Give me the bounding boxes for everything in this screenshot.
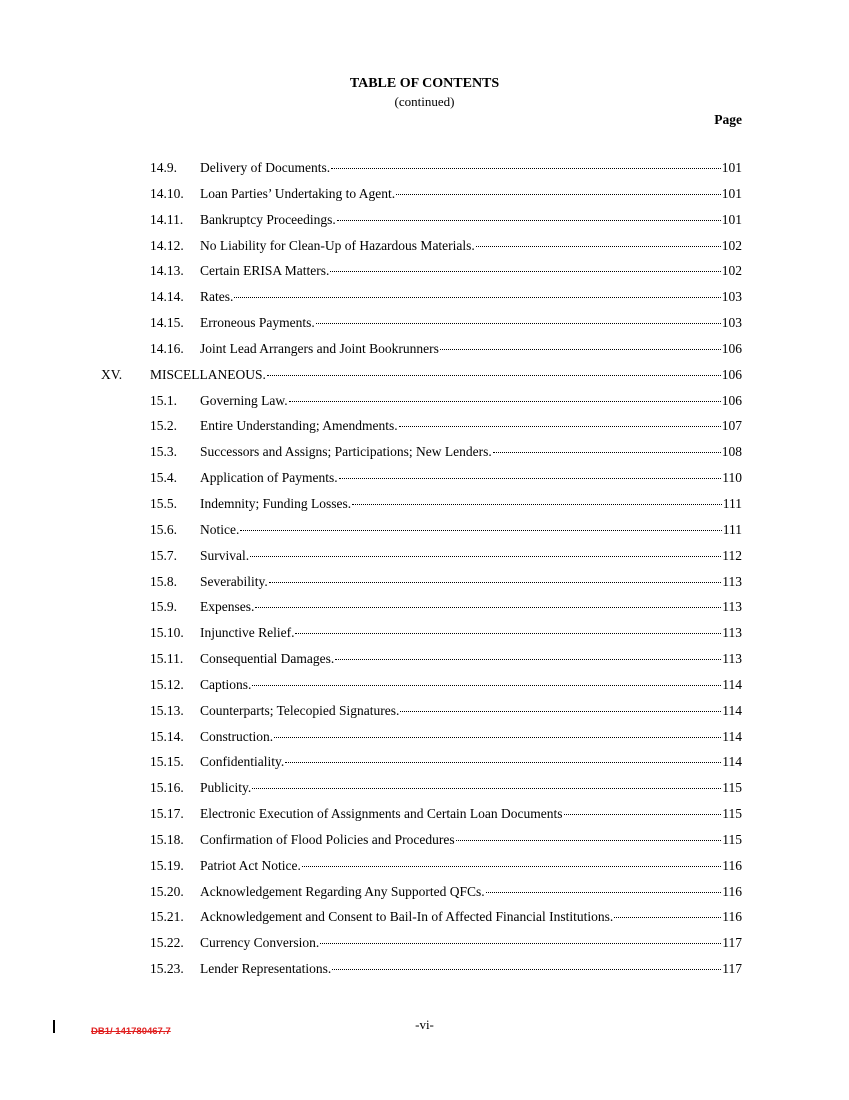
dot-leader: [250, 556, 721, 557]
toc-entry-line: [200, 212, 742, 228]
toc-entry-title: Rates.: [200, 289, 234, 305]
toc-entry-number: 15.9.: [150, 599, 177, 615]
toc-entry-title: Severability.: [200, 573, 268, 589]
dot-leader: [332, 969, 721, 970]
toc-entry-line: [200, 186, 742, 202]
toc-entry-page: 114: [722, 728, 742, 744]
dot-leader: [289, 401, 721, 402]
toc-entry-page: 114: [722, 754, 742, 770]
toc-entry-line: [200, 935, 742, 951]
toc-entry-title: Governing Law.: [200, 392, 288, 408]
toc-entry: [0, 491, 849, 517]
toc-entry-line: [200, 961, 742, 977]
toc-entry-line: [200, 677, 742, 693]
toc-entry-number: 15.22.: [150, 935, 184, 951]
page-column-header: Page: [714, 112, 742, 127]
toc-entry-line: [200, 780, 742, 796]
toc-entry: [0, 569, 849, 595]
toc-entry-number: 14.16.: [150, 340, 184, 356]
toc-entry-page: 108: [721, 444, 742, 460]
toc-entry: [0, 336, 849, 362]
toc-entry-number: 15.3.: [150, 444, 177, 460]
toc-entry: [0, 801, 849, 827]
toc-entry-number: 15.14.: [150, 728, 184, 744]
toc-entry-number: 15.20.: [150, 883, 184, 899]
toc-entry-number: 15.2.: [150, 418, 177, 434]
dot-leader: [564, 814, 722, 815]
toc-entry-title: Entire Understanding; Amendments.: [200, 418, 398, 434]
toc-entry-title: Currency Conversion.: [200, 935, 320, 951]
toc-entry: [0, 879, 849, 905]
toc-entry-page: 116: [722, 909, 742, 925]
dot-leader: [274, 737, 721, 738]
toc-entry-number: 15.16.: [150, 780, 184, 796]
toc-entry-number: 14.11.: [150, 211, 184, 227]
toc-entry-title: Construction.: [200, 728, 274, 744]
toc-entry-number: 15.23.: [150, 961, 184, 977]
dot-leader: [399, 426, 721, 427]
toc-entry-number: 15.11.: [150, 651, 184, 667]
dot-leader: [331, 168, 721, 169]
toc-entry-title: Joint Lead Arrangers and Joint Bookrunners: [200, 340, 439, 356]
toc-entry: [0, 904, 849, 930]
toc-entry-number: 14.10.: [150, 185, 184, 201]
toc-entry-line: [200, 806, 742, 822]
toc-entry-page: 111: [722, 521, 742, 537]
toc-entry-title: Expenses.: [200, 599, 255, 615]
dot-leader: [252, 685, 721, 686]
toc-entry-number: 15.10.: [150, 625, 184, 641]
toc-entry-line: [200, 754, 742, 770]
toc-entry-number: 15.17.: [150, 806, 184, 822]
toc-entry-title: Confirmation of Flood Policies and Procedures: [200, 831, 455, 847]
toc-entry-line: [200, 703, 742, 719]
toc-entry-line: [200, 599, 742, 615]
toc-subtitle: (continued): [394, 94, 455, 109]
toc-entry-title: Certain ERISA Matters.: [200, 263, 330, 279]
toc-entry-page: 103: [721, 315, 742, 331]
toc-entry-line: [200, 444, 742, 460]
toc-entry-page: 106: [721, 392, 742, 408]
toc-entry-line: [200, 418, 742, 434]
toc-entry-number: 15.21.: [150, 909, 184, 925]
toc-entry-line: [200, 651, 742, 667]
toc-entry-line: [200, 858, 742, 874]
dot-leader: [252, 788, 721, 789]
toc-entry-line: [200, 341, 742, 357]
toc-entry-line: [200, 522, 742, 538]
dot-leader: [614, 917, 721, 918]
toc-entry-page: 107: [721, 418, 742, 434]
toc-entry-line: [200, 574, 742, 590]
toc-entry-number: 15.13.: [150, 702, 184, 718]
toc-entry-page: 101: [721, 185, 742, 201]
toc-entry-title: Injunctive Relief.: [200, 625, 295, 641]
toc-entry: [0, 672, 849, 698]
toc-entry-title: Acknowledgement and Consent to Bail-In of Affected Financial Institutions.: [200, 909, 614, 925]
toc-entry-page: 106: [721, 366, 742, 382]
toc-entry-title: No Liability for Clean-Up of Hazardous Materials.: [200, 237, 475, 253]
toc-entry-number: 15.7.: [150, 547, 177, 563]
toc-entry-number: 15.1.: [150, 392, 177, 408]
toc-entry-line: [150, 367, 742, 383]
toc-entry-line: [200, 909, 742, 925]
toc-entry: [0, 258, 849, 284]
toc-entry-line: [200, 832, 742, 848]
toc-entry-line: [200, 315, 742, 331]
toc-entry-page: 114: [722, 702, 742, 718]
toc-entry-number: 15.15.: [150, 754, 184, 770]
document-id: DB1/ 141780467.7: [91, 1026, 171, 1037]
toc-entry-title: Successors and Assigns; Participations; New Lenders.: [200, 444, 492, 460]
toc-entry-number: 15.18.: [150, 831, 184, 847]
toc-entry-line: [200, 289, 742, 305]
toc-entry-page: 102: [721, 237, 742, 253]
toc-entry-title: Loan Parties’ Undertaking to Agent.: [200, 185, 396, 201]
toc-entry-page: 113: [722, 625, 742, 641]
toc-entry: [0, 284, 849, 310]
toc-entry-number: 15.4.: [150, 470, 177, 486]
toc-article-entry: [0, 362, 849, 388]
toc-entry-page: 111: [722, 495, 742, 511]
toc-entry: [0, 646, 849, 672]
toc-entry-number: 15.8.: [150, 573, 177, 589]
toc-entry-page: 113: [722, 651, 742, 667]
toc-entry: [0, 543, 849, 569]
toc-entry-title: Delivery of Documents.: [200, 160, 331, 175]
toc-entry: [0, 620, 849, 646]
dot-leader: [339, 478, 722, 479]
footer-page-number: -vi-: [415, 1017, 434, 1032]
toc-entry-page: 117: [722, 935, 742, 951]
toc-entry-number: 14.15.: [150, 315, 184, 331]
toc-entry-page: 116: [722, 857, 742, 873]
toc-entry-title: Erroneous Payments.: [200, 315, 315, 331]
toc-entry: [0, 155, 849, 181]
toc-entry: [0, 413, 849, 439]
toc-entry-page: 103: [721, 289, 742, 305]
toc-entry-page: 110: [722, 470, 742, 486]
toc-entry: [0, 749, 849, 775]
toc-entry-title: Captions.: [200, 676, 252, 692]
toc-entry: [0, 310, 849, 336]
toc-entry-title: Patriot Act Notice.: [200, 857, 301, 873]
toc-entry: [0, 956, 849, 982]
toc-entry-line: [200, 625, 742, 641]
toc-entry-line: [200, 884, 742, 900]
toc-entry-title: Bankruptcy Proceedings.: [200, 211, 336, 227]
toc-entry-page: 112: [722, 547, 742, 563]
toc-entry: [0, 724, 849, 750]
dot-leader: [440, 349, 721, 350]
toc-entry: [0, 594, 849, 620]
toc-entry-line: [200, 729, 742, 745]
dot-leader: [269, 582, 722, 583]
dot-leader: [486, 892, 722, 893]
toc-entry-page: 101: [721, 211, 742, 227]
dot-leader: [456, 840, 722, 841]
toc-entry: [0, 388, 849, 414]
dot-leader: [330, 271, 720, 272]
toc-entry-number: 15.12.: [150, 676, 184, 692]
toc-entry-title: Confidentiality.: [200, 754, 285, 770]
toc-entry: [0, 930, 849, 956]
toc-entry: [0, 827, 849, 853]
toc-entry-title: Indemnity; Funding Losses.: [200, 495, 352, 511]
toc-entry-page: 114: [722, 676, 742, 692]
toc-entry-title: MISCELLANEOUS.: [150, 366, 266, 382]
dot-leader: [240, 530, 721, 531]
toc-entry-page: 115: [722, 780, 742, 796]
toc-entry-line: [200, 470, 742, 486]
dot-leader: [302, 866, 721, 867]
toc-title: TABLE OF CONTENTS: [349, 76, 500, 91]
toc-entry-page: 116: [722, 883, 742, 899]
toc-entry: [0, 698, 849, 724]
toc-entry-number: 14.9.: [150, 160, 177, 175]
toc-entry: [0, 181, 849, 207]
toc-entry-line: [200, 263, 742, 279]
toc-entry-number: 15.5.: [150, 495, 177, 511]
dot-leader: [234, 297, 720, 298]
change-bar: [53, 1020, 55, 1033]
toc-list: [0, 155, 849, 982]
toc-entry-number: 15.6.: [150, 521, 177, 537]
toc-entry-page: 117: [722, 961, 742, 977]
dot-leader: [396, 194, 721, 195]
toc-entry-number: 15.19.: [150, 857, 184, 873]
toc-entry-title: Survival.: [200, 547, 250, 563]
dot-leader: [476, 246, 721, 247]
toc-entry-title: Electronic Execution of Assignments and Certain Loan Documents: [200, 806, 563, 822]
toc-entry-title: Notice.: [200, 521, 240, 537]
dot-leader: [285, 762, 721, 763]
dot-leader: [320, 943, 721, 944]
toc-entry-page: 115: [722, 806, 742, 822]
dot-leader: [337, 220, 721, 221]
toc-entry-title: Counterparts; Telecopied Signatures.: [200, 702, 400, 718]
toc-entry-line: [200, 548, 742, 564]
toc-entry: [0, 465, 849, 491]
toc-entry-line: [200, 160, 742, 176]
toc-entry-title: Acknowledgement Regarding Any Supported QFCs.: [200, 883, 485, 899]
toc-entry: [0, 207, 849, 233]
toc-entry-page: 101: [721, 160, 742, 175]
dot-leader: [255, 607, 721, 608]
toc-entry-title: Application of Payments.: [200, 470, 338, 486]
toc-entry-line: [200, 238, 742, 254]
toc-entry-page: 113: [722, 599, 742, 615]
toc-entry-title: Publicity.: [200, 780, 252, 796]
dot-leader: [400, 711, 721, 712]
dot-leader: [295, 633, 721, 634]
toc-entry-number: XV.: [101, 366, 123, 382]
toc-entry: [0, 853, 849, 879]
dot-leader: [316, 323, 721, 324]
toc-entry-line: [200, 496, 742, 512]
dot-leader: [267, 375, 721, 376]
toc-entry-number: 14.12.: [150, 237, 184, 253]
toc-entry-number: 14.13.: [150, 263, 184, 279]
toc-entry-number: 14.14.: [150, 289, 184, 305]
toc-entry-page: 113: [722, 573, 742, 589]
dot-leader: [493, 452, 721, 453]
toc-entry: [0, 775, 849, 801]
dot-leader: [352, 504, 722, 505]
toc-entry: [0, 439, 849, 465]
toc-entry: [0, 517, 849, 543]
toc-entry-line: [200, 393, 742, 409]
dot-leader: [335, 659, 721, 660]
toc-entry: [0, 233, 849, 259]
toc-entry-page: 102: [721, 263, 742, 279]
toc-entry-title: Lender Representations.: [200, 961, 332, 977]
toc-entry-page: 106: [721, 340, 742, 356]
toc-entry-title: Consequential Damages.: [200, 651, 335, 667]
toc-entry-page: 115: [722, 831, 742, 847]
